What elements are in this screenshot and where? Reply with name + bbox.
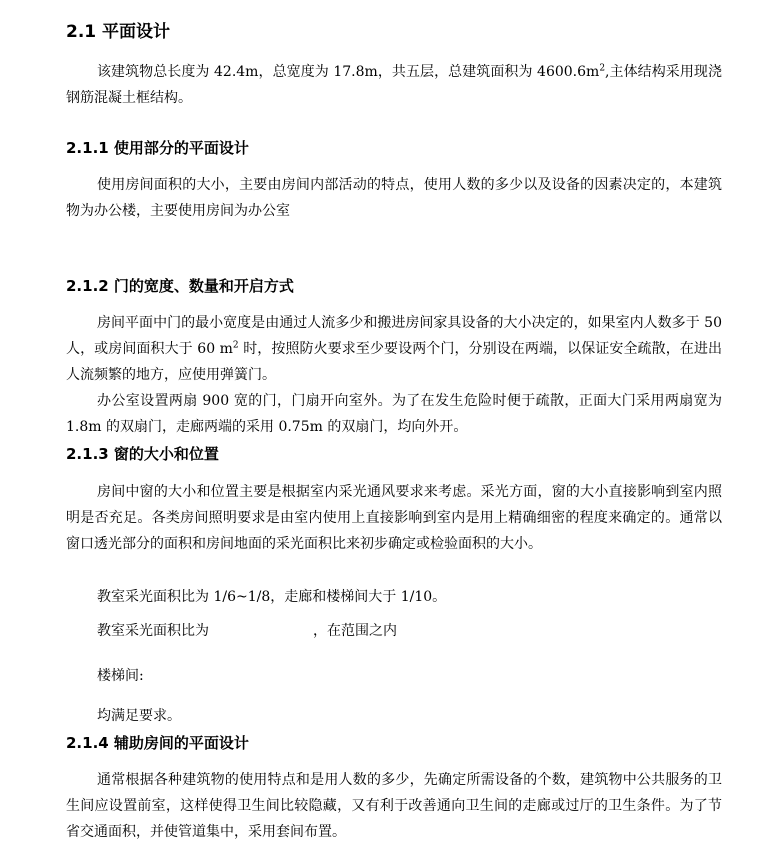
section-2-1-3-line-ratio: 教室采光面积比为 1/6~1/8，走廊和楼梯间大于 1/10。 <box>97 589 447 605</box>
section-2-1-1-title: 2.1.1 使用部分的平面设计 <box>66 139 249 157</box>
section-2-1-4-paragraph: 通常根据各种建筑物的使用特点和是用人数的多少，先确定所需设备的个数，建筑物中公共服务的卫生间应设置前室，这样使得卫生间比较隐藏，又有利于改善通向卫生间的走廊或过厅的卫生条件。为了节省交通面积，并使管道集中，采用套间布置。 <box>66 772 722 840</box>
section-2-1-2-paragraph-1 <box>66 310 722 388</box>
superscript-squared: 2 <box>232 340 239 351</box>
section-2-1-title: 2.1 平面设计 <box>66 22 171 42</box>
section-2-1-2-text-b: 时，按照防火要求至少要设两个门，分别设在两端，以保证安全疏散，在进出人流频繁的地方，应使用弹簧门。 <box>66 341 722 383</box>
section-2-1-3-paragraph-1: 房间中窗的大小和位置主要是根据室内采光通风要求来考虑。采光方面，窗的大小直接影响到室内照明是否充足。各类房间照明要求是由室内使用上直接影响到室内是用上精确细密的程度来确定的。通常以窗口透光部分的面积和房间地面的采光面积比来初步确定或检验面积的大小。 <box>66 484 722 552</box>
section-2-1-3-title: 2.1.3 窗的大小和位置 <box>66 445 219 463</box>
superscript-squared: 2 <box>599 63 606 74</box>
classroom-ratio-text-b: ，在范围之内 <box>313 623 397 639</box>
section-2-1-3-line-satisfied: 均满足要求。 <box>97 708 181 724</box>
section-2-1-4-title: 2.1.4 辅助房间的平面设计 <box>66 734 249 752</box>
section-2-1-2-paragraph-2: 办公室设置两扇 900 宽的门，门扇开向室外。为了在发生危险时便于疏散，正面大门采用两扇宽为 1.8m 的双扇门，走廊两端的采用 0.75m 的双扇门，均向外开。 <box>66 393 722 435</box>
section-2-1-paragraph <box>66 59 722 111</box>
section-2-1-2-text-a: 房间平面中门的最小宽度是由通过人流多少和搬进房间家具设备的大小决定的，如果室内人数多于 50 人，或房间面积大于 60 m <box>66 315 722 357</box>
section-2-1-1-paragraph: 使用房间面积的大小，主要由房间内部活动的特点，使用人数的多少以及设备的因素决定的，本建筑物为办公楼，主要使用房间为办公室 <box>66 177 722 219</box>
classroom-ratio-text-a: 教室采光面积比为 <box>97 623 209 639</box>
section-2-1-2-title: 2.1.2 门的宽度、数量和开启方式 <box>66 277 294 295</box>
section-2-1-3-line-classroom <box>97 618 397 644</box>
section-2-1-3-line-stairs: 楼梯间: <box>97 668 144 684</box>
section-2-1-text-a: 该建筑物总长度为 42.4m，总宽度为 17.8m，共五层，总建筑面积为 4600.6m <box>97 64 600 80</box>
section-2-1-text-b: ,主体结构采用现浇钢筋混凝土框结构。 <box>66 64 722 106</box>
